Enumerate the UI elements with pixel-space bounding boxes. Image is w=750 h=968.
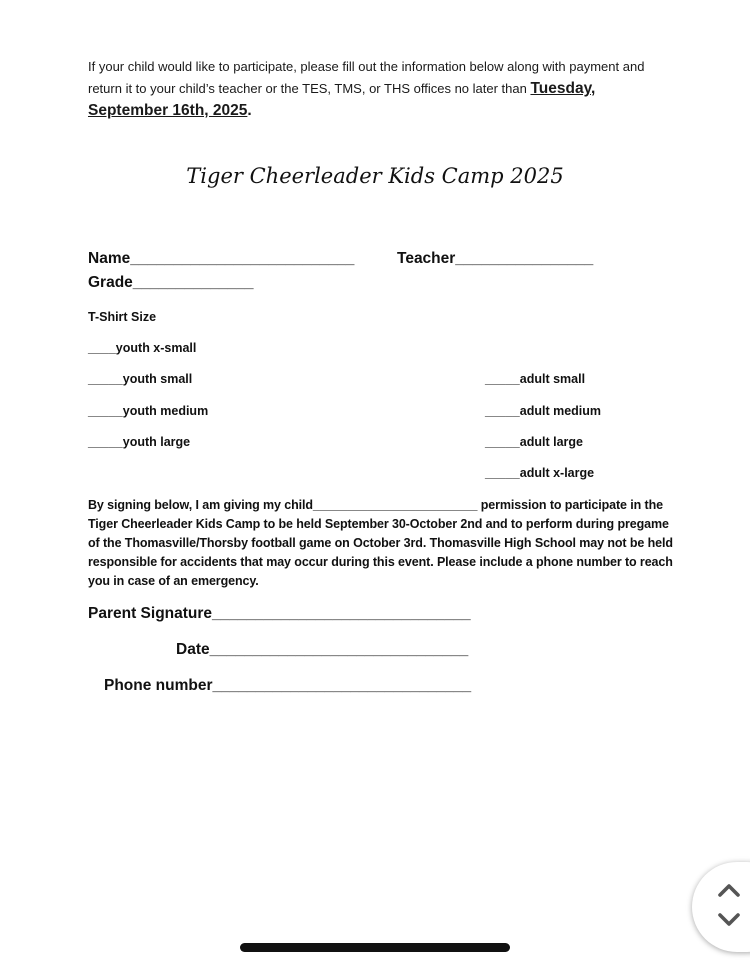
option-youth-large[interactable]: _____youth large — [88, 435, 191, 449]
grade-field[interactable]: Grade______________ — [88, 274, 254, 291]
deadline-date: Tuesday, September 16th, 2025 — [88, 80, 596, 119]
deadline-period: . — [247, 102, 252, 119]
option-youth-medium[interactable]: _____youth medium — [88, 404, 209, 418]
tshirt-size-heading: T-Shirt Size — [88, 310, 157, 324]
consent-paragraph: By signing below, I am giving my child________________________ permission to participate in the Tiger Cheerleader Kids Camp to be held September 30-October 2nd and to perform during pregame of the Thomasville/Thorsby football game on October 3rd. Thomasville High School may not be held responsible for accidents that may occur during this event. Please include a phone number to reach you in case of an emergency. — [88, 498, 673, 588]
option-adult-medium[interactable]: _____adult medium — [485, 404, 602, 418]
option-adult-small[interactable]: _____adult small — [485, 372, 586, 386]
home-indicator[interactable] — [240, 943, 510, 952]
parent-signature-field[interactable]: Parent Signature______________________________ — [88, 605, 471, 622]
chevron-down-icon[interactable] — [718, 912, 740, 928]
option-youth-small[interactable]: _____youth small — [88, 372, 193, 386]
phone-number-field[interactable]: Phone number______________________________ — [104, 677, 472, 694]
chevron-up-icon[interactable] — [718, 882, 740, 898]
teacher-field[interactable]: Teacher________________ — [397, 250, 594, 267]
option-adult-xlarge[interactable]: _____adult x-large — [485, 466, 595, 480]
form-title: Tiger Cheerleader Kids Camp 2025 — [186, 164, 564, 188]
option-youth-xsmall[interactable]: ____youth x-small — [88, 341, 197, 355]
intro-paragraph — [88, 56, 668, 122]
intro-text: If your child would like to participate, please fill out the information below along with payment and return it to your child’s teacher or the TES, TMS, or THS offices no later than — [88, 59, 645, 96]
option-adult-large[interactable]: _____adult large — [485, 435, 583, 449]
date-field[interactable]: Date______________________________ — [176, 641, 469, 658]
name-field[interactable]: Name__________________________ — [88, 250, 355, 267]
